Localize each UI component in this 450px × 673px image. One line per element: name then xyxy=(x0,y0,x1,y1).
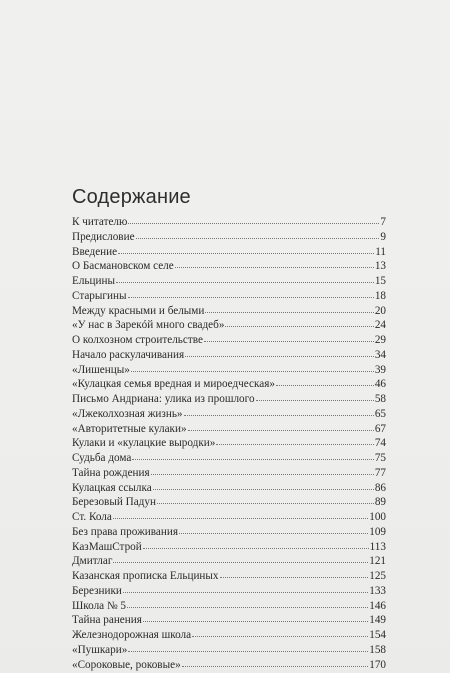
toc-entry-page: 75 xyxy=(374,452,386,464)
dot-leader xyxy=(182,656,369,667)
toc-entry xyxy=(72,332,386,347)
toc-entry-title: Дмитлаг xyxy=(72,555,113,568)
toc-entry xyxy=(72,539,386,554)
toc-entry-page: 74 xyxy=(374,437,386,450)
toc-entry xyxy=(72,288,386,303)
toc-entry-title: Кулаки и «кулацкие выродки» xyxy=(72,437,216,450)
toc-entry-title: Тайна рождения xyxy=(72,466,150,479)
dot-leader xyxy=(276,375,374,386)
toc-entry-page: 146 xyxy=(369,599,386,612)
dot-leader xyxy=(128,287,374,298)
toc-entry xyxy=(72,391,386,406)
dot-leader xyxy=(175,257,374,268)
toc-entry-title: Кулацкая ссылка xyxy=(72,481,152,494)
toc-entry-page: 11 xyxy=(375,245,386,258)
toc-entry-page: 18 xyxy=(374,289,386,302)
toc-entry xyxy=(72,553,386,568)
dot-leader xyxy=(116,272,374,283)
dot-leader xyxy=(184,405,374,416)
toc-entry xyxy=(72,406,386,421)
toc-entry-page: 34 xyxy=(374,348,386,361)
toc-entry xyxy=(72,627,386,642)
toc-entry-page: 65 xyxy=(374,407,386,420)
toc-entry-title: К читателю xyxy=(72,216,128,228)
dot-leader xyxy=(123,582,368,593)
dot-leader xyxy=(179,523,368,534)
toc-entry-page: 9 xyxy=(380,230,386,243)
toc-entry-page: 170 xyxy=(369,658,386,671)
toc-entry-title: «Пушкари» xyxy=(72,643,128,656)
toc-entry-title: Предисловие xyxy=(72,230,135,243)
toc-entry-page: 15 xyxy=(374,275,386,287)
toc-entry xyxy=(72,376,386,391)
dot-leader xyxy=(131,361,374,372)
toc-entry xyxy=(72,480,386,495)
toc-entry xyxy=(72,494,386,509)
toc-entry-title: Ст. Кола xyxy=(72,511,112,523)
dot-leader xyxy=(143,538,369,549)
toc-entry-page: 154 xyxy=(369,629,386,641)
toc-entry-page: 29 xyxy=(374,334,386,346)
dot-leader xyxy=(225,316,373,327)
toc-entry-page: 58 xyxy=(374,393,386,405)
toc-entry-title: Тайна ранения xyxy=(72,614,142,627)
toc-entry-title: «Лишенцы» xyxy=(72,363,130,376)
toc-entry-page: 109 xyxy=(369,525,386,538)
toc-entry xyxy=(72,450,386,465)
dot-leader xyxy=(151,464,374,475)
toc-entry-title: Старыгины xyxy=(72,289,127,302)
toc-entry-title: Между красными и белыми xyxy=(72,304,205,317)
toc-entry-title: Письмо Андриана: улика из прошлого xyxy=(72,393,255,405)
toc-entry-title: Ельцины xyxy=(72,275,115,287)
toc-entry xyxy=(72,303,386,318)
dot-leader xyxy=(128,641,368,652)
table-of-contents xyxy=(72,214,386,671)
toc-entry-page: 100 xyxy=(369,511,386,523)
toc-entry xyxy=(72,347,386,362)
toc-entry-title: «Лжеколхозная жизнь» xyxy=(72,407,183,420)
toc-entry xyxy=(72,258,386,273)
toc-entry-page: 13 xyxy=(374,260,386,273)
dot-leader xyxy=(132,449,373,460)
toc-entry-page: 149 xyxy=(369,614,386,627)
toc-entry-title: Начало раскулачивания xyxy=(72,348,185,361)
toc-entry-page: 133 xyxy=(369,584,386,597)
page-title: Содержание xyxy=(72,186,191,209)
dot-leader xyxy=(136,228,380,239)
toc-entry-title: Казанская прописка Ельциных xyxy=(72,570,219,582)
toc-entry xyxy=(72,229,386,244)
toc-entry-title: О Басмановском селе xyxy=(72,260,174,273)
toc-entry-title: Березники xyxy=(72,584,122,597)
toc-entry-title: «У нас в Зарекóй много свадеб» xyxy=(72,319,225,332)
toc-entry-title: О колхозном строительстве xyxy=(72,334,203,346)
dot-leader xyxy=(256,390,374,401)
toc-entry-title: Железнодорожная школа xyxy=(72,629,192,641)
toc-entry-title: Школа № 5 xyxy=(72,599,127,612)
toc-entry xyxy=(72,435,386,450)
toc-entry-page: 125 xyxy=(369,570,386,582)
toc-entry xyxy=(72,598,386,613)
toc-entry-title: «Авторитетные кулаки» xyxy=(72,422,187,435)
dot-leader xyxy=(118,243,374,254)
toc-entry-page: 7 xyxy=(380,216,386,228)
toc-entry-title: Березовый Падун xyxy=(72,496,156,509)
toc-entry xyxy=(72,524,386,539)
toc-entry xyxy=(72,465,386,480)
dot-leader xyxy=(188,420,374,431)
toc-entry xyxy=(72,583,386,598)
dot-leader xyxy=(157,493,374,504)
toc-entry-title: Судьба дома xyxy=(72,452,132,464)
dot-leader xyxy=(185,346,374,357)
dot-leader xyxy=(204,331,374,342)
dot-leader xyxy=(127,597,368,608)
toc-entry-page: 24 xyxy=(374,319,386,332)
toc-entry xyxy=(72,273,386,288)
toc-entry xyxy=(72,244,386,259)
toc-entry-title: Введение xyxy=(72,245,118,258)
toc-entry-title: «Кулацкая семья вредная и мироедческая» xyxy=(72,378,275,391)
toc-entry-page: 89 xyxy=(374,496,386,509)
toc-entry-title: КазМашСтрой xyxy=(72,540,142,553)
toc-entry-page: 86 xyxy=(374,481,386,494)
toc-entry xyxy=(72,657,386,672)
toc-entry xyxy=(72,317,386,332)
dot-leader xyxy=(205,302,373,313)
toc-entry xyxy=(72,642,386,657)
dot-leader xyxy=(192,626,368,637)
toc-entry-page: 67 xyxy=(374,422,386,435)
toc-entry-page: 46 xyxy=(374,378,386,391)
toc-entry-title: «Сороковые, роковые» xyxy=(72,658,181,671)
toc-entry xyxy=(72,612,386,627)
toc-entry-page: 20 xyxy=(374,304,386,317)
dot-leader xyxy=(113,508,368,519)
dot-leader xyxy=(220,567,369,578)
toc-entry xyxy=(72,509,386,524)
toc-entry-page: 158 xyxy=(369,643,386,656)
toc-entry-page: 113 xyxy=(369,540,386,553)
toc-entry xyxy=(72,421,386,436)
toc-entry xyxy=(72,362,386,377)
dot-leader xyxy=(216,434,373,445)
dot-leader xyxy=(128,213,379,224)
toc-entry-page: 77 xyxy=(374,466,386,479)
dot-leader xyxy=(153,479,374,490)
toc-entry-page: 121 xyxy=(369,555,386,568)
toc-entry-title: Без права проживания xyxy=(72,525,179,538)
toc-entry xyxy=(72,568,386,583)
toc-entry xyxy=(72,214,386,229)
toc-entry-page: 39 xyxy=(374,363,386,376)
dot-leader xyxy=(143,611,368,622)
dot-leader xyxy=(113,552,368,563)
